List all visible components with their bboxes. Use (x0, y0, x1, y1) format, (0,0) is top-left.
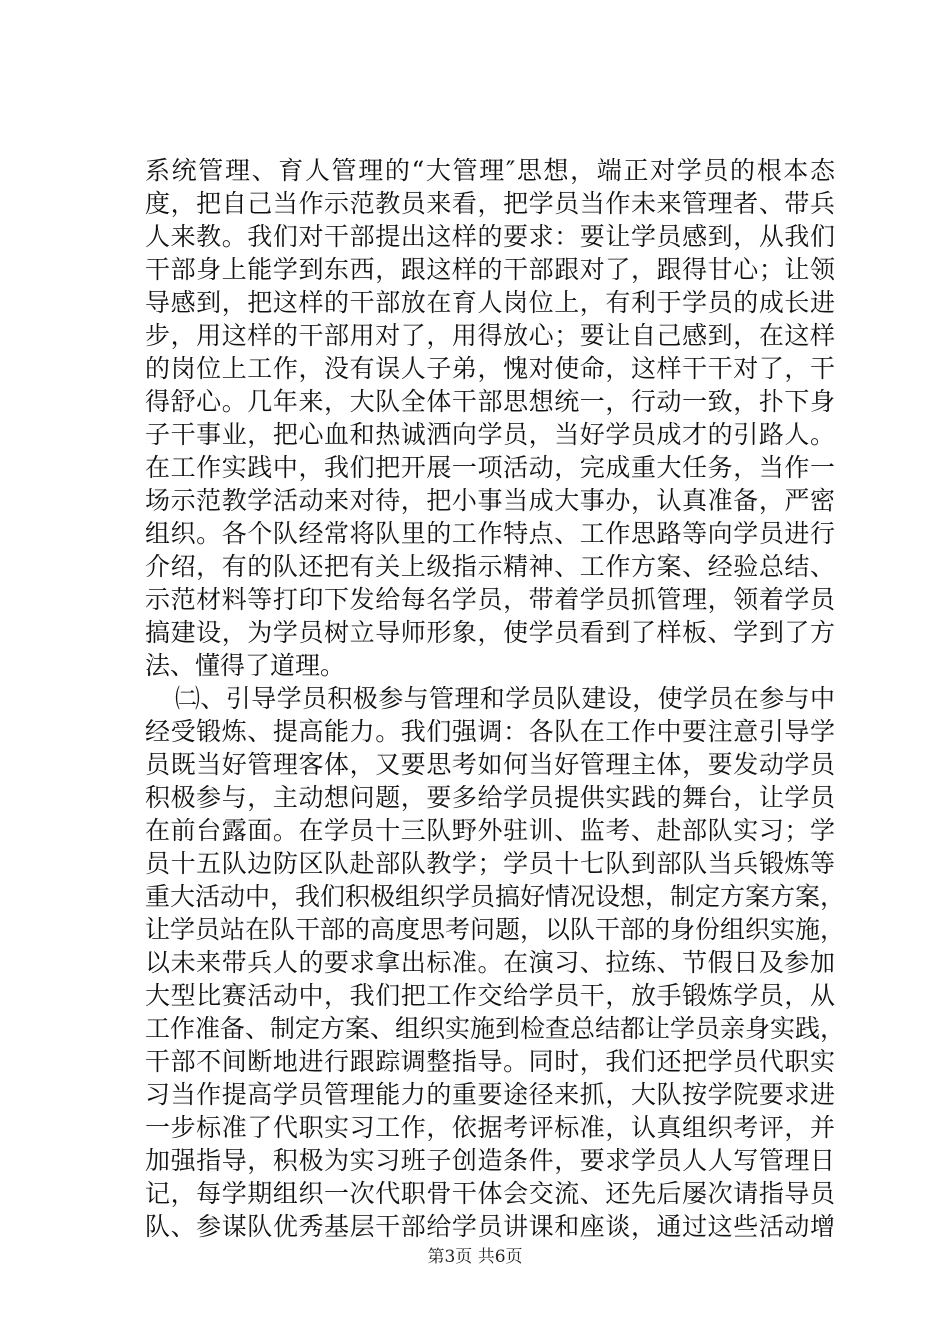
text-line: 经受锻炼、提高能力。我们强调：各队在工作中要注意引导学 (145, 717, 835, 746)
text-line: 人来教。我们对干部提出这样的要求：要让学员感到，从我们 (145, 222, 835, 251)
text-line: 员十五队边防区队赴部队教学；学员十七队到部队当兵锻炼等 (145, 849, 835, 878)
text-line: 的岗位上工作，没有误人子弟，愧对使命，这样干干对了，干 (145, 354, 835, 383)
text-line: 记，每学期组织一次代职骨干体会交流、还先后屡次请指导员 (145, 1179, 835, 1208)
text-line: 加强指导，积极为实习班子创造条件，要求学员人人写管理日 (145, 1146, 835, 1175)
text-line: 积极参与，主动想问题，要多给学员提供实践的舞台，让学员 (145, 783, 835, 812)
text-line: 场示范教学活动来对待，把小事当成大事办，认真准备，严密 (145, 486, 835, 515)
text-line: 示范材料等打印下发给每名学员，带着学员抓管理，领着学员 (145, 585, 835, 614)
text-line: 一步标准了代职实习工作，依据考评标准，认真组织考评，并 (145, 1113, 835, 1142)
text-line: 工作准备、制定方案、组织实施到检查总结都让学员亲身实践， (145, 1014, 846, 1043)
text-line: 组织。各个队经常将队里的工作特点、工作思路等向学员进行 (145, 519, 835, 548)
text-line: 法、懂得了道理。 (145, 651, 346, 680)
body-text (145, 154, 846, 1243)
text-line: 步，用这样的干部用对了，用得放心；要让自己感到，在这样 (145, 321, 835, 350)
text-line: 习当作提高学员管理能力的重要途径来抓，大队按学院要求进 (145, 1080, 835, 1109)
text-line: 介绍，有的队还把有关上级指示精神、工作方案、经验总结、 (145, 552, 835, 581)
text-line: 重大活动中，我们积极组织学员搞好情况设想，制定方案方案， (145, 882, 846, 911)
text-line: 子干事业，把心血和热诚洒向学员，当好学员成才的引路人。 (145, 420, 835, 449)
text-line: 得舒心。几年来，大队全体干部思想统一，行动一致，扑下身 (145, 387, 835, 416)
page-footer: 第3页 共6页 (427, 1247, 523, 1267)
text-line: 干部不间断地进行跟踪调整指导。同时，我们还把学员代职实 (145, 1047, 835, 1076)
text-line: 让学员站在队干部的高度思考问题，以队干部的身份组织实施， (145, 915, 846, 944)
text-line: 导感到，把这样的干部放在育人岗位上，有利于学员的成长进 (145, 288, 835, 317)
text-line: 大型比赛活动中，我们把工作交给学员干，放手锻炼学员，从 (145, 981, 835, 1010)
text-line: 在前台露面。在学员十三队野外驻训、监考、赴部队实习；学 (145, 816, 835, 845)
text-line: ㈡、引导学员积极参与管理和学员队建设，使学员在参与中 (175, 684, 835, 713)
text-line: 队、参谋队优秀基层干部给学员讲课和座谈，通过这些活动增 (145, 1212, 835, 1241)
text-line: 搞建设，为学员树立导师形象，使学员看到了样板、学到了方 (145, 618, 835, 647)
text-line: 在工作实践中，我们把开展一项活动，完成重大任务，当作一 (145, 453, 835, 482)
text-line: 度，把自己当作示范教员来看，把学员当作未来管理者、带兵 (145, 189, 835, 218)
text-line: 员既当好管理客体，又要思考如何当好管理主体，要发动学员 (145, 750, 835, 779)
text-line: 系统管理、育人管理的“大管理″思想，端正对学员的根本态 (145, 156, 835, 185)
text-line: 干部身上能学到东西，跟这样的干部跟对了，跟得甘心；让领 (145, 255, 835, 284)
text-line: 以未来带兵人的要求拿出标准。在演习、拉练、节假日及参加 (145, 948, 835, 977)
